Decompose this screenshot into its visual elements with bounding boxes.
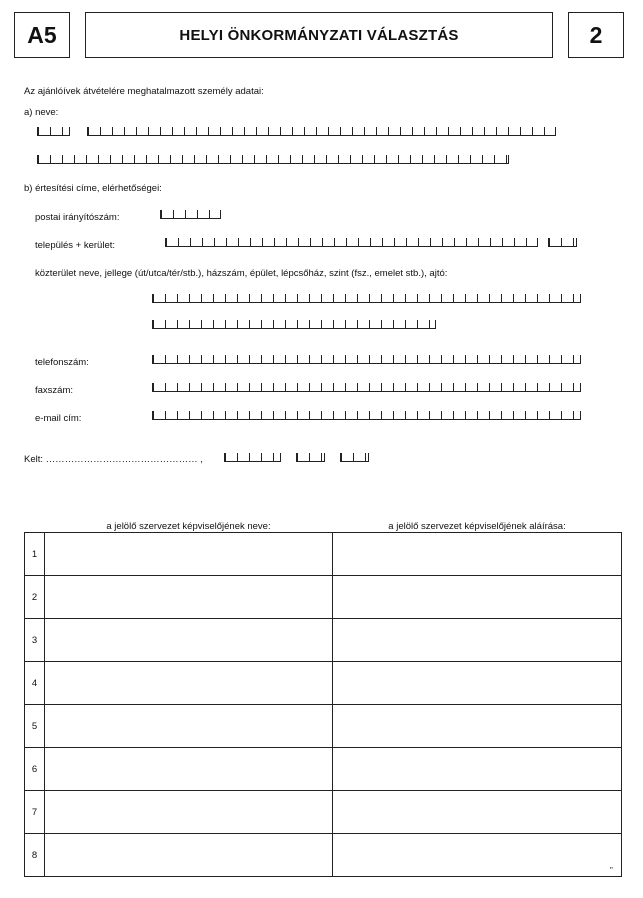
row-number: 5 [25,705,45,748]
fax-label: faxszám: [35,385,74,396]
email-label: e-mail cím: [35,413,82,424]
footer-mark: " [610,866,613,875]
form-code-box: A5 [14,12,70,58]
row-number: 8 [25,834,45,877]
street-field-line-1[interactable] [152,294,581,303]
signature-cell[interactable] [333,619,622,662]
table-row [25,576,622,619]
intro-text: Az ajánlóívek átvételére meghatalmazott személy adatai: [24,86,264,97]
settlement-label: település + kerület: [35,240,116,251]
row-number: 3 [25,619,45,662]
name-field-line-2[interactable] [37,155,509,164]
row-number: 4 [25,662,45,705]
signature-cell[interactable] [333,662,622,705]
column-header-name: a jelölő szervezet képviselőjének neve: [106,521,271,532]
signature-cell[interactable] [333,748,622,791]
table-row [25,662,622,705]
row-number: 7 [25,791,45,834]
table-header-spacer [25,520,45,533]
table-row [25,705,622,748]
signature-cell[interactable] [333,705,622,748]
row-number: 1 [25,533,45,576]
signature-cell[interactable] [333,834,622,877]
date-year-field[interactable] [224,453,281,462]
settlement-field[interactable] [165,238,538,247]
name-cell[interactable] [45,576,333,619]
name-cell[interactable] [45,705,333,748]
signature-cell[interactable] [333,533,622,576]
district-field[interactable] [548,238,577,247]
column-header-signature: a jelölő szervezet képviselőjének aláírása: [388,521,566,532]
name-cell[interactable] [45,791,333,834]
table-row [25,834,622,877]
postal-code-label: postai irányítószám: [35,212,120,223]
name-cell[interactable] [45,834,333,877]
date-month-field[interactable] [296,453,325,462]
name-cell[interactable] [45,533,333,576]
form-title: HELYI ÖNKORMÁNYZATI VÁLASZTÁS [85,12,553,58]
phone-label: telefonszám: [35,357,89,368]
dated-label: Kelt: ………………………………………… , [24,454,203,465]
street-field-line-2[interactable] [152,320,436,329]
table-row [25,748,622,791]
page-number-box: 2 [568,12,624,58]
signature-cell[interactable] [333,791,622,834]
name-cell[interactable] [45,748,333,791]
name-cell[interactable] [45,662,333,705]
representative-table [24,520,622,877]
section-b-label: b) értesítési címe, elérhetőségei: [24,183,162,194]
section-a-label: a) neve: [24,107,59,118]
row-number: 6 [25,748,45,791]
name-cell[interactable] [45,619,333,662]
date-day-field[interactable] [340,453,369,462]
email-field[interactable] [152,411,581,420]
table-row [25,791,622,834]
fax-field[interactable] [152,383,581,392]
name-field-line-1[interactable] [87,127,556,136]
postal-code-field[interactable] [160,210,221,219]
street-label: közterület neve, jellege (út/utca/tér/stb.), házszám, épület, lépcsőház, szint (fsz., emelet stb.), ajtó: [35,268,448,279]
table-row [25,533,622,576]
signature-cell[interactable] [333,576,622,619]
row-number: 2 [25,576,45,619]
table-row [25,619,622,662]
name-prefix-field[interactable] [37,127,70,136]
phone-field[interactable] [152,355,581,364]
